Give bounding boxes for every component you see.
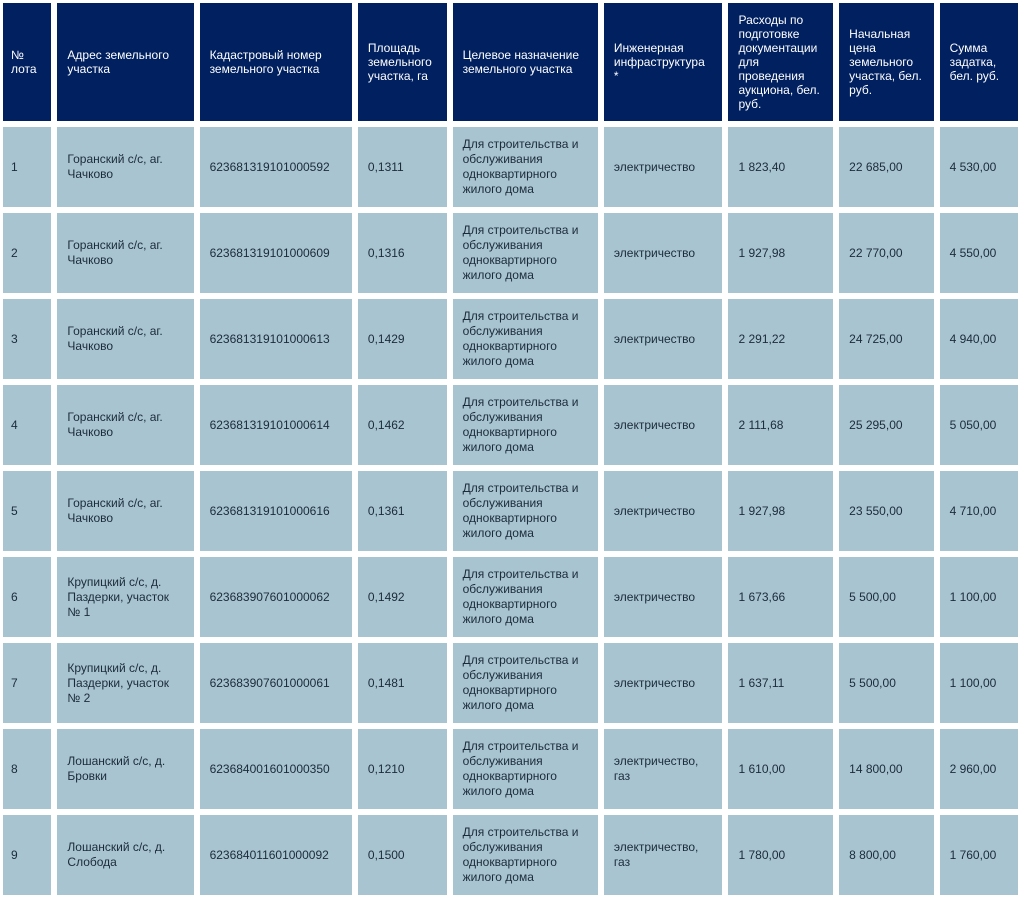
cell-deposit: 2 960,00 — [940, 729, 1018, 809]
cell-address: Горанский с/с, аг. Чачково — [57, 299, 193, 379]
cell-area: 0,1500 — [358, 815, 447, 895]
cell-address: Горанский с/с, аг. Чачково — [57, 471, 193, 551]
cell-cadastral-number: 623683907601000062 — [200, 557, 352, 637]
cell-lot-number: 2 — [3, 213, 51, 293]
cell-expenses: 1 927,98 — [728, 471, 833, 551]
cell-infrastructure: электричество, газ — [604, 729, 723, 809]
cell-purpose: Для строительства и обслуживания одноквартирного жилого дома — [453, 557, 598, 637]
cell-area: 0,1462 — [358, 385, 447, 465]
cell-deposit: 1 100,00 — [940, 643, 1018, 723]
cell-area: 0,1481 — [358, 643, 447, 723]
cell-purpose: Для строительства и обслуживания одноквартирного жилого дома — [453, 643, 598, 723]
cell-infrastructure: электричество — [604, 213, 723, 293]
cell-deposit: 5 050,00 — [940, 385, 1018, 465]
cell-deposit: 4 940,00 — [940, 299, 1018, 379]
cell-initial-price: 25 295,00 — [839, 385, 933, 465]
cell-area: 0,1210 — [358, 729, 447, 809]
cell-deposit: 1 100,00 — [940, 557, 1018, 637]
cell-initial-price: 8 800,00 — [839, 815, 933, 895]
table-row — [3, 385, 1018, 465]
cell-initial-price: 5 500,00 — [839, 643, 933, 723]
cell-cadastral-number: 623681319101000609 — [200, 213, 352, 293]
cell-expenses: 1 927,98 — [728, 213, 833, 293]
cell-cadastral-number: 623681319101000616 — [200, 471, 352, 551]
cell-purpose: Для строительства и обслуживания одноквартирного жилого дома — [453, 471, 598, 551]
header-initial-price: Начальная цена земельного участка, бел. руб. — [839, 3, 933, 121]
table-row — [3, 127, 1018, 207]
table-row — [3, 815, 1018, 895]
header-cadastral-number: Кадастровый номер земельного участка — [200, 3, 352, 121]
cell-infrastructure: электричество — [604, 385, 723, 465]
header-purpose: Целевое назначение земельного участка — [453, 3, 598, 121]
cell-purpose: Для строительства и обслуживания одноквартирного жилого дома — [453, 729, 598, 809]
cell-expenses: 2 291,22 — [728, 299, 833, 379]
cell-lot-number: 5 — [3, 471, 51, 551]
cell-lot-number: 3 — [3, 299, 51, 379]
cell-area: 0,1311 — [358, 127, 447, 207]
cell-lot-number: 4 — [3, 385, 51, 465]
header-lot-number: № лота — [3, 3, 51, 121]
table-header-row — [3, 3, 1018, 121]
cell-expenses: 1 673,66 — [728, 557, 833, 637]
cell-infrastructure: электричество, газ — [604, 815, 723, 895]
cell-initial-price: 24 725,00 — [839, 299, 933, 379]
table-row — [3, 471, 1018, 551]
cell-expenses: 1 823,40 — [728, 127, 833, 207]
cell-purpose: Для строительства и обслуживания одноквартирного жилого дома — [453, 815, 598, 895]
cell-infrastructure: электричество — [604, 643, 723, 723]
cell-address: Горанский с/с, аг. Чачково — [57, 127, 193, 207]
cell-deposit: 4 710,00 — [940, 471, 1018, 551]
cell-lot-number: 8 — [3, 729, 51, 809]
cell-address: Лошанский с/с, д. Слобода — [57, 815, 193, 895]
cell-purpose: Для строительства и обслуживания одноквартирного жилого дома — [453, 385, 598, 465]
cell-cadastral-number: 623681319101000614 — [200, 385, 352, 465]
cell-area: 0,1429 — [358, 299, 447, 379]
cell-cadastral-number: 623684001601000350 — [200, 729, 352, 809]
header-area: Площадь земельного участка, га — [358, 3, 447, 121]
cell-lot-number: 1 — [3, 127, 51, 207]
header-infrastructure: Инженерная инфраструктура * — [604, 3, 723, 121]
cell-deposit: 4 530,00 — [940, 127, 1018, 207]
cell-expenses: 2 111,68 — [728, 385, 833, 465]
header-address: Адрес земельного участка — [57, 3, 193, 121]
header-deposit: Сумма задатка, бел. руб. — [940, 3, 1018, 121]
cell-address: Горанский с/с, аг. Чачково — [57, 213, 193, 293]
cell-deposit: 1 760,00 — [940, 815, 1018, 895]
cell-expenses: 1 780,00 — [728, 815, 833, 895]
cell-lot-number: 9 — [3, 815, 51, 895]
cell-purpose: Для строительства и обслуживания одноквартирного жилого дома — [453, 299, 598, 379]
table-row — [3, 213, 1018, 293]
cell-infrastructure: электричество — [604, 557, 723, 637]
cell-address: Крупицкий с/с, д. Паздерки, участок № 1 — [57, 557, 193, 637]
cell-initial-price: 22 770,00 — [839, 213, 933, 293]
cell-initial-price: 22 685,00 — [839, 127, 933, 207]
cell-infrastructure: электричество — [604, 299, 723, 379]
table-row — [3, 643, 1018, 723]
cell-address: Горанский с/с, аг. Чачково — [57, 385, 193, 465]
table-row — [3, 729, 1018, 809]
cell-area: 0,1361 — [358, 471, 447, 551]
cell-area: 0,1316 — [358, 213, 447, 293]
cell-expenses: 1 610,00 — [728, 729, 833, 809]
cell-address: Крупицкий с/с, д. Паздерки, участок № 2 — [57, 643, 193, 723]
cell-cadastral-number: 623683907601000061 — [200, 643, 352, 723]
cell-deposit: 4 550,00 — [940, 213, 1018, 293]
cell-purpose: Для строительства и обслуживания одноквартирного жилого дома — [453, 213, 598, 293]
table-row — [3, 557, 1018, 637]
cell-infrastructure: электричество — [604, 471, 723, 551]
cell-purpose: Для строительства и обслуживания одноквартирного жилого дома — [453, 127, 598, 207]
cell-cadastral-number: 623684011601000092 — [200, 815, 352, 895]
cell-infrastructure: электричество — [604, 127, 723, 207]
cell-initial-price: 5 500,00 — [839, 557, 933, 637]
cell-cadastral-number: 623681319101000613 — [200, 299, 352, 379]
cell-initial-price: 14 800,00 — [839, 729, 933, 809]
cell-lot-number: 6 — [3, 557, 51, 637]
header-expenses: Расходы по подготовке документации для проведения аукциона, бел. руб. — [728, 3, 833, 121]
cell-area: 0,1492 — [358, 557, 447, 637]
cell-lot-number: 7 — [3, 643, 51, 723]
table-row — [3, 299, 1018, 379]
cell-cadastral-number: 623681319101000592 — [200, 127, 352, 207]
cell-expenses: 1 637,11 — [728, 643, 833, 723]
cell-initial-price: 23 550,00 — [839, 471, 933, 551]
cell-address: Лошанский с/с, д. Бровки — [57, 729, 193, 809]
